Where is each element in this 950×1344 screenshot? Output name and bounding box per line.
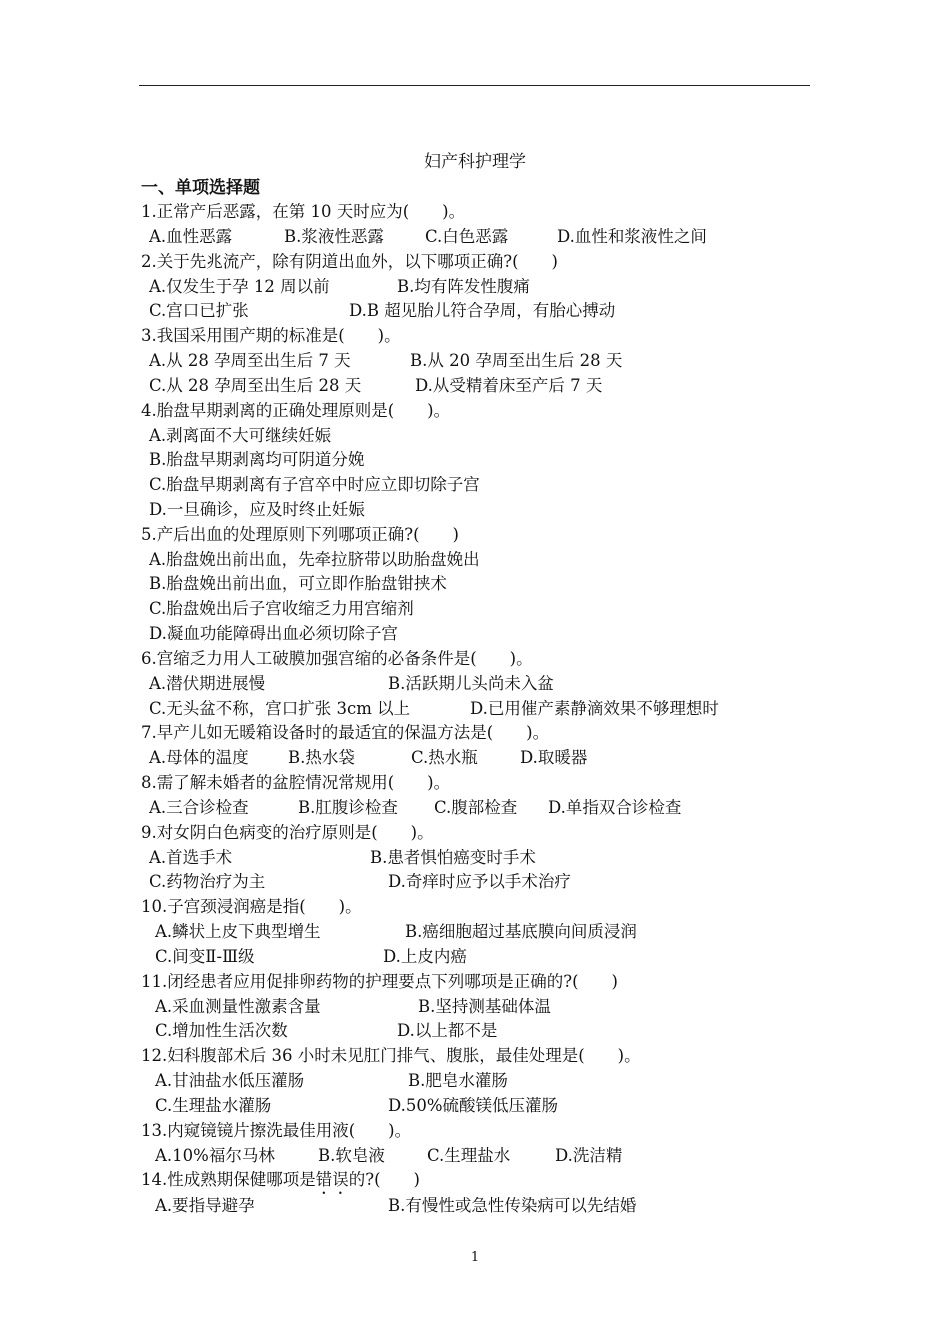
question-stem: 4.胎盘早期剥离的正确处理原则是( )。 [141,401,451,420]
question-stem: 1.正常产后恶露，在第 10 天时应为( )。 [141,202,466,221]
question-stem: 3.我国采用围产期的标准是( )。 [141,326,401,345]
question-stem: 13.内窥镜镜片擦洗最佳用液( )。 [141,1121,412,1140]
question-stem: 6.宫缩乏力用人工破膜加强宫缩的必备条件是( )。 [141,649,533,668]
option: A.采血测量性激素含量 [155,997,321,1016]
option: B.有慢性或急性传染病可以先结婚 [388,1196,637,1215]
option: B.胎盘早期剥离均可阴道分娩 [149,450,365,469]
option: A.甘油盐水低压灌肠 [155,1071,305,1090]
question-stem: 5.产后出血的处理原则下列哪项正确?( ) [141,525,459,544]
question-stem: 8.需了解未婚者的盆腔情况常规用( )。 [141,773,451,792]
option: C.无头盆不称，宫口扩张 3cm 以上 [149,699,411,718]
option: C.药物治疗为主 [149,872,266,891]
option: A.首选手术 [149,848,233,867]
option: A.仅发生于孕 12 周以前 [149,277,330,296]
option: B.均有阵发性腹痛 [397,277,530,296]
question-stem: 2.关于先兆流产，除有阴道出血外，以下哪项正确?( ) [141,252,558,271]
option: B.坚持测基础体温 [418,997,551,1016]
option: D.血性和浆液性之间 [557,227,707,246]
question-stem: 7.早产儿如无暖箱设备时的最适宜的保温方法是( )。 [141,723,550,742]
option: A.三合诊检查 [149,798,249,817]
option: D.上皮内癌 [383,947,467,966]
option: B.浆液性恶露 [284,227,384,246]
option: B.肥皂水灌肠 [408,1071,508,1090]
header-rule [139,85,810,86]
option: B.软皂液 [318,1146,385,1165]
stem-text: 14.性成熟期保健哪项是 [141,1170,316,1189]
option: A.血性恶露 [149,227,233,246]
option: C.胎盘娩出后子宫收缩乏力用宫缩剂 [149,599,414,618]
emphasized-word: 错误 [315,1170,349,1189]
option: D.取暖器 [520,748,588,767]
option: D.单指双合诊检查 [548,798,682,817]
option: C.宫口已扩张 [149,301,249,320]
option: C.生理盐水灌肠 [155,1096,272,1115]
question-stem: 11.闭经患者应用促排卵药物的护理要点下列哪项是正确的?( ) [141,972,618,991]
option: C.白色恶露 [425,227,509,246]
option: C.热水瓶 [411,748,478,767]
option: D.洗洁精 [555,1146,623,1165]
stem-text: 的?( ) [348,1170,420,1189]
option: D.奇痒时应予以手术治疗 [388,872,571,891]
option: D.以上都不是 [397,1021,498,1040]
page-number: 1 [470,1250,480,1265]
option: B.肛腹诊检查 [298,798,398,817]
option: D.50%硫酸镁低压灌肠 [388,1096,559,1115]
option: B.活跃期儿头尚未入盆 [388,674,554,693]
option: C.生理盐水 [427,1146,511,1165]
option: A.要指导避孕 [155,1196,255,1215]
question-stem: 9.对女阴白色病变的治疗原则是( )。 [141,823,434,842]
option: D.从受精着床至产后 7 天 [415,376,603,395]
option: D.B 超见胎儿符合孕周，有胎心搏动 [349,301,616,320]
option: C.增加性生活次数 [155,1021,288,1040]
option: A.剥离面不大可继续妊娠 [149,426,332,445]
option: B.从 20 孕周至出生后 28 天 [410,351,623,370]
option: B.患者惧怕癌变时手术 [370,848,536,867]
option: B.热水袋 [288,748,355,767]
option: C.间变Ⅱ-Ⅲ级 [155,947,255,966]
option: D.凝血功能障碍出血必须切除子宫 [149,624,398,643]
document-title: 妇产科护理学 [424,152,526,172]
option: A.鳞状上皮下典型增生 [155,922,321,941]
option: A.潜伏期进展慢 [149,674,266,693]
section-heading: 一、单项选择题 [141,178,260,198]
question-stem: 10.子宫颈浸润癌是指( )。 [141,897,362,916]
option: C.胎盘早期剥离有子宫卒中时应立即切除子宫 [149,475,480,494]
question-stem: 12.妇科腹部术后 36 小时未见肛门排气、腹胀，最佳处理是( )。 [141,1046,641,1065]
option: A.10%福尔马林 [155,1146,275,1165]
option: A.胎盘娩出前出血，先牵拉脐带以助胎盘娩出 [149,550,480,569]
option: D.一旦确诊，应及时终止妊娠 [149,500,365,519]
option: B.癌细胞超过基底膜向间质浸润 [405,922,637,941]
option: A.从 28 孕周至出生后 7 天 [149,351,351,370]
option: C.从 28 孕周至出生后 28 天 [149,376,362,395]
option: D.已用催产素静滴效果不够理想时 [470,699,719,718]
option: A.母体的温度 [149,748,249,767]
option: B.胎盘娩出前出血，可立即作胎盘钳挟术 [149,574,447,593]
option: C.腹部检查 [434,798,518,817]
